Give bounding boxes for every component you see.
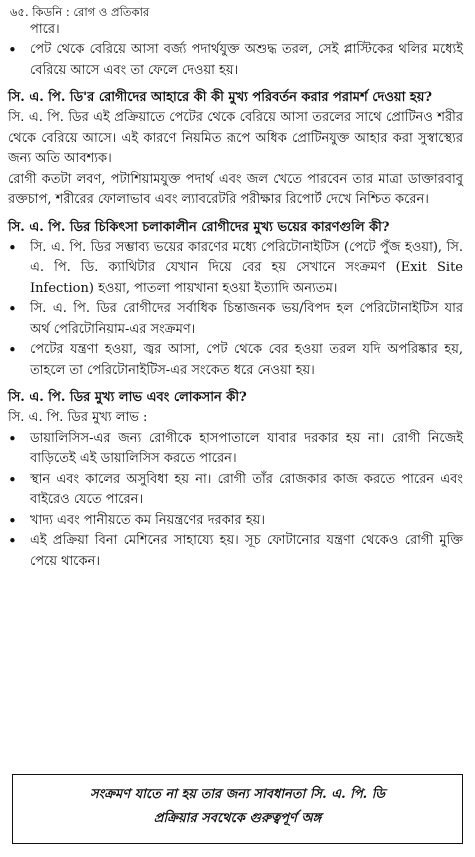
intro-bullet-list — [8, 40, 463, 81]
bullet-dot-icon: • — [8, 238, 17, 257]
bullet-dot-icon: • — [8, 41, 17, 59]
subheading: সি. এ. পি. ডির মুখ্য লাভ : — [8, 410, 148, 425]
list-item — [8, 470, 463, 511]
bullet-dot-icon: • — [8, 511, 17, 530]
callout-line-2: প্রক্রিয়ার সবথেকে গুরুত্বপূর্ণ অঙ্গ — [153, 811, 322, 826]
list-item — [8, 238, 463, 300]
section-heading-benefits: সি. এ. পি. ডির মুখ্য লাভ এবং লোকসান কী? — [8, 390, 247, 405]
bullet-text: স্থান এবং কালের অসুবিধা হয় না। রোগী তাঁর রোজকার কাজ করতে পারেন এবং বাইরেও যেতে পারেন। — [30, 471, 463, 507]
bullet-text: ডায়ালিসিস-এর জন্য রোগীকে হাসপাতালে যাবার দরকার হয় না। রোগী নিজেই বাড়িতেই এই ডায়ালিসিস করতে পারেন। — [30, 430, 463, 466]
callout-box — [12, 774, 463, 844]
bullet-text: খাদ্য এবং পানীয়তে কম নিয়ন্ত্রণের দরকার হয়। — [30, 512, 265, 528]
list-item — [8, 40, 463, 81]
risks-bullet-list — [8, 238, 463, 382]
callout-line-1: সংক্রমণ যাতে না হয় তার জন্য সাবধানতা সি. এ. পি. ডি — [89, 787, 386, 802]
bullet-dot-icon: • — [8, 341, 17, 359]
list-item — [8, 340, 463, 381]
bullet-text: সি. এ. পি. ডির সম্ভাব্য ভয়ের কারণের মধ্যে পেরিটোনাইটিস (পেটে পুঁজ হওয়া), সি. এ. পি. ডি. ক্যাথিটার যেখান দিয়ে বের হয় সেখানে সংক্রমণ (Exit Site Infection) হওয়া, পাতলা পায়খানা হওয়া ইত্যাদি অন্যতম। — [30, 239, 463, 296]
continuation-text: পারে। — [30, 22, 60, 37]
list-item — [8, 511, 463, 532]
bullet-dot-icon: • — [8, 532, 17, 550]
list-item — [8, 299, 463, 340]
paragraph: রোগী কতটা লবণ, পটাশিয়ামযুক্ত পদার্থ এবং জল খেতে পারবেন তার মাত্রা ডাক্তারবাবু রক্তচাপ, শরীরের ফোলাভাব এবং ল্যাবরেটরি পরীক্ষার রিপোর্ট দেখে নিশ্চিত করেন। — [8, 171, 463, 207]
bullet-dot-icon: • — [8, 300, 17, 318]
page-header: ৬৫. কিডনি : রোগ ও প্রতিকার — [10, 5, 150, 19]
section-heading-diet: সি. এ. পি. ডি'র রোগীদের আহারে কী কী মুখ্য পরিবর্তন করার পরামর্শ দেওয়া হয়? — [8, 90, 432, 105]
section-heading-risks: সি. এ. পি. ডির চিকিৎসা চলাকালীন রোগীদের মুখ্য ভয়ের কারণগুলি কী? — [8, 219, 390, 235]
bullet-text: পেট থেকে বেরিয়ে আসা বর্জ্য পদার্থযুক্ত অশুদ্ধ তরল, সেই প্লাস্টিকের থলির মধ্যেই বেরিয়ে আসে এবং তা ফেলে দেওয়া হয়। — [30, 42, 463, 78]
paragraph: সি. এ. পি. ডির এই প্রক্রিয়াতে পেটের থেকে বেরিয়ে আসা তরলের সাথে প্রোটিনও শরীর থেকে বেরিয়ে আসে। এই কারণে নিয়মিত রূপে অধিক প্রোটিনযুক্ত আহার করা সুস্বাস্থ্যের জন্য অতি আবশ্যক। — [8, 110, 463, 166]
bullet-text: সি. এ. পি. ডির রোগীদের সর্বাধিক চিন্তাজনক ভয়/বিপদ হল পেরিটোনাইটিস যার অর্থ পেরিটোনিয়াম-এর সংক্রমণ। — [30, 301, 463, 337]
list-item — [8, 531, 463, 572]
bullet-text: এই প্রক্রিয়া বিনা মেশিনের সাহায্যে হয়। সূচ ফোটানোর যন্ত্রণা থেকেও রোগী মুক্তি পেয়ে থাকেন। — [30, 533, 463, 569]
list-item — [8, 429, 463, 470]
benefits-bullet-list — [8, 429, 463, 573]
bullet-dot-icon: • — [8, 429, 17, 448]
bullet-text: পেটের যন্ত্রণা হওয়া, জ্বর আসা, পেট থেকে বের হওয়া তরল যদি অপরিষ্কার হয়, তাহলে তা পেরিটোনাইটিস-এর সংকেত ধরে নেওয়া হয়। — [30, 342, 463, 378]
bullet-dot-icon: • — [8, 470, 17, 489]
